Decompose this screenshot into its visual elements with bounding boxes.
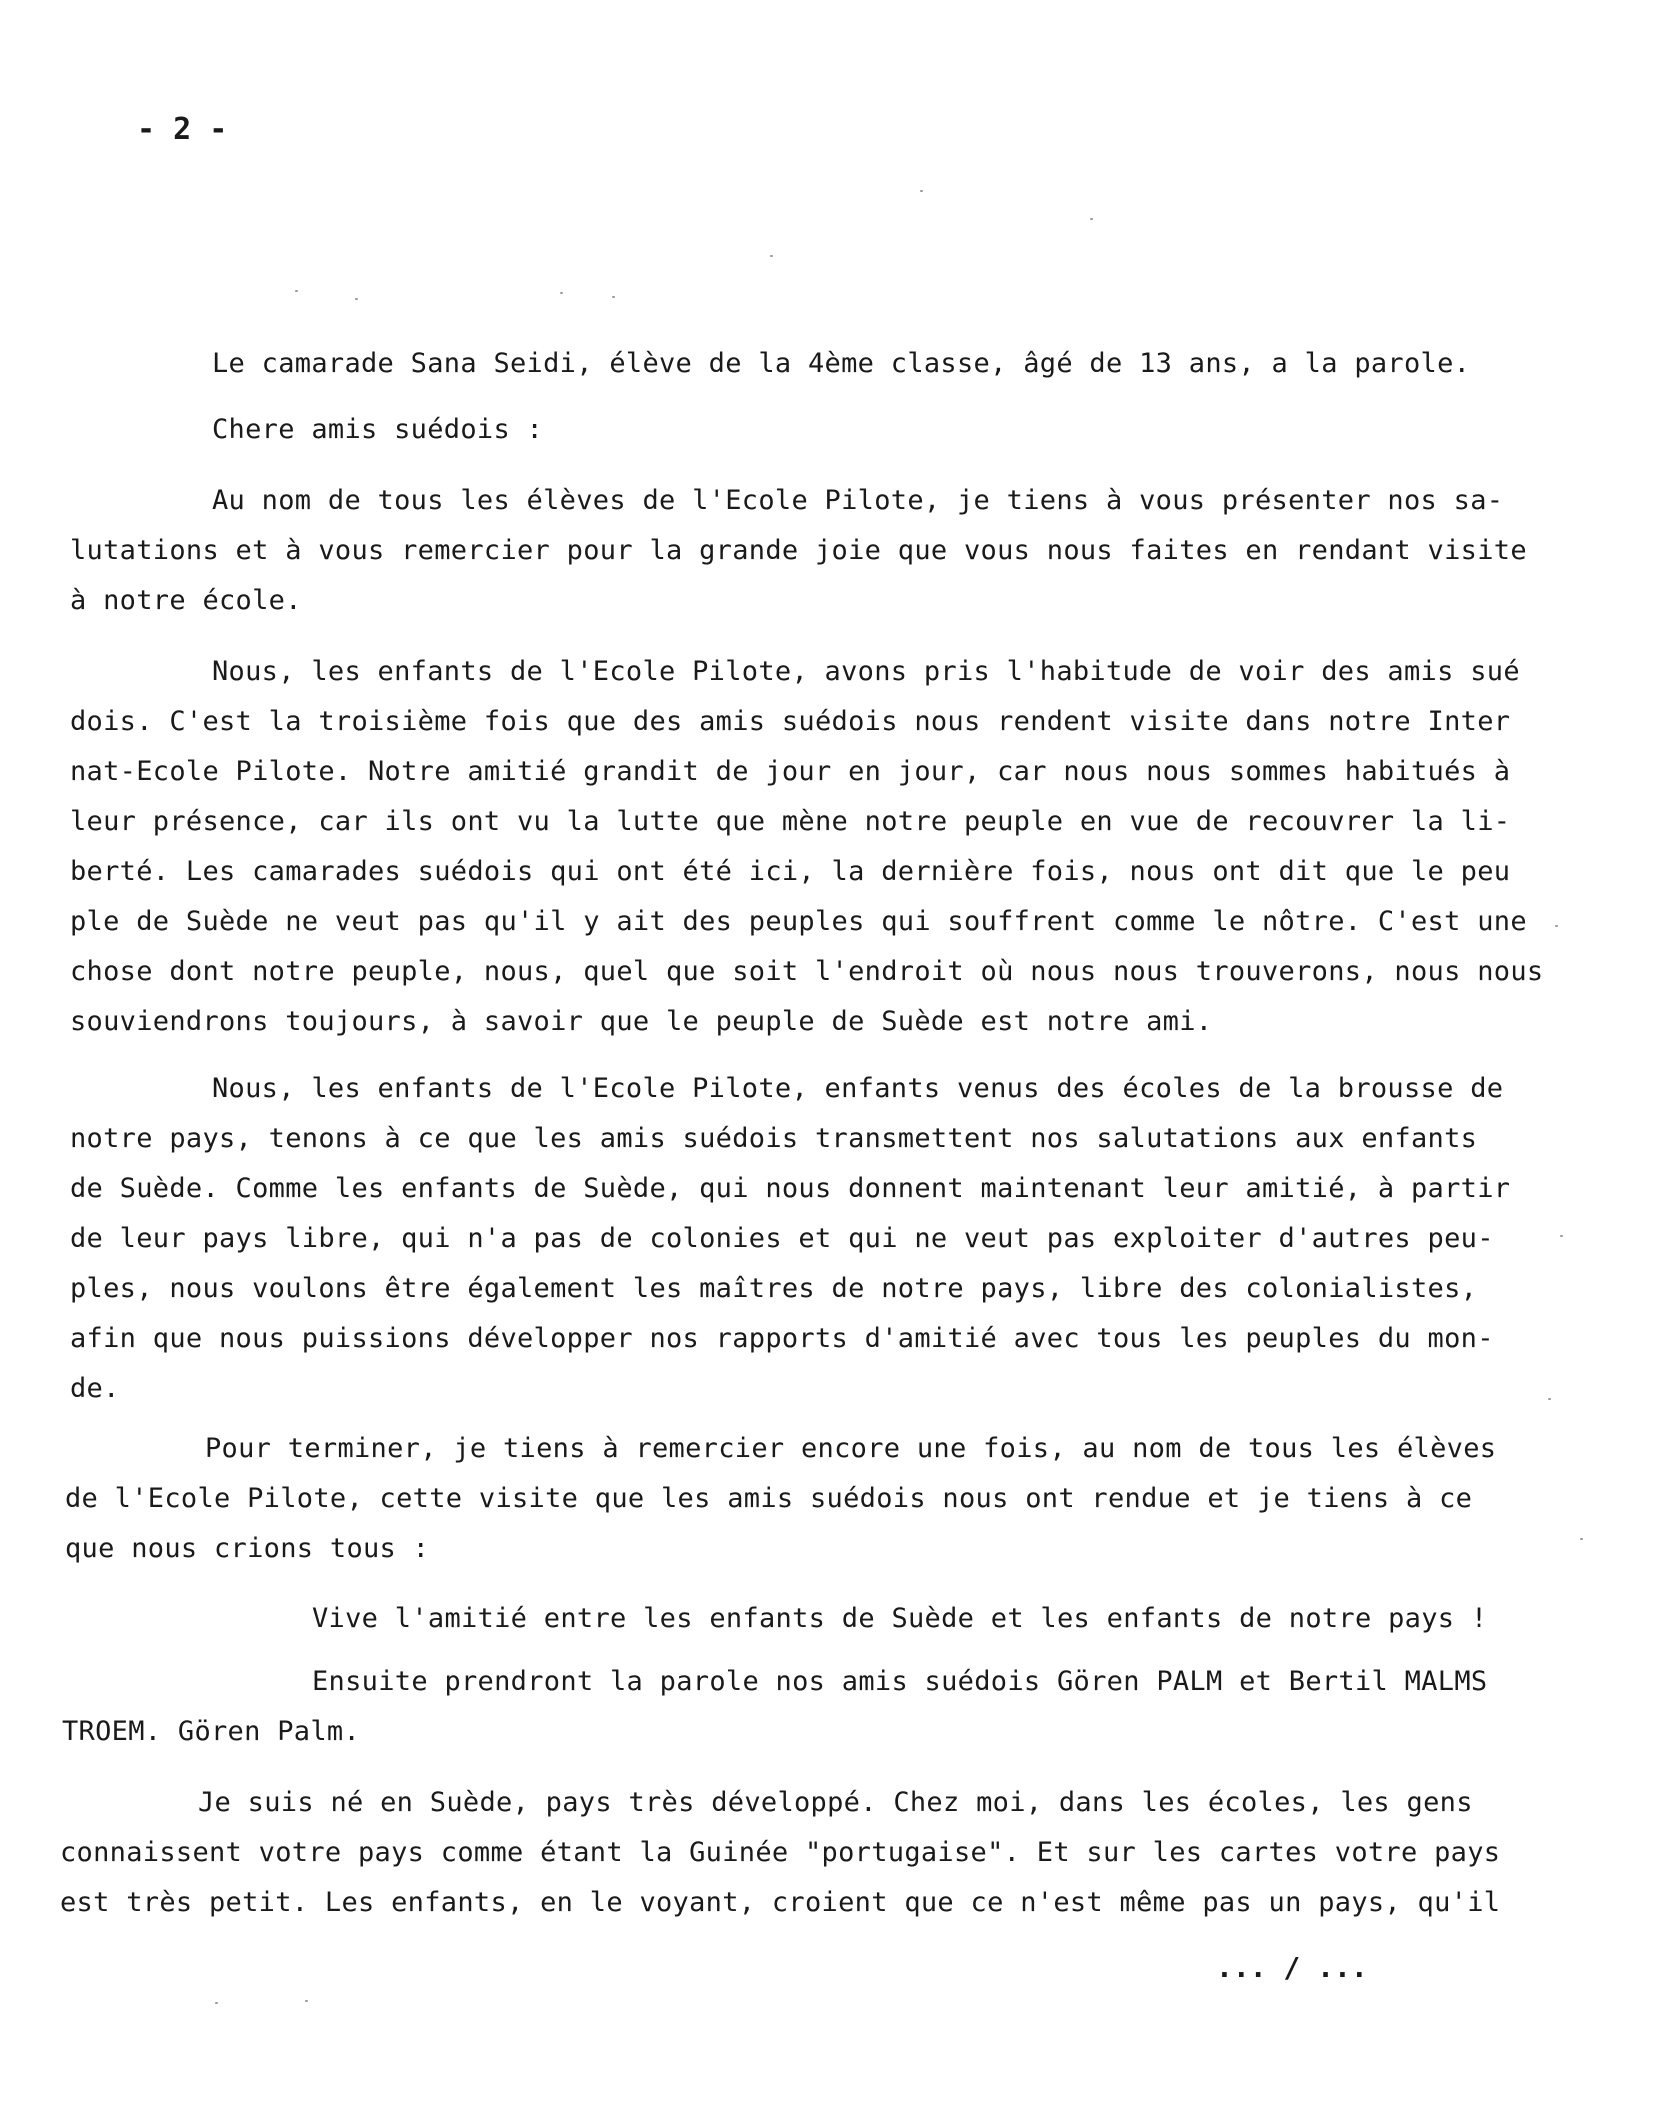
text-line: est très petit. Les enfants, en le voyant, croient que ce n'est même pas un pays, qu'il [60,1887,1501,1918]
text-line: Vive l'amitié entre les enfants de Suède et les enfants de notre pays ! [312,1603,1488,1634]
text-line: que nous crions tous : [65,1533,430,1564]
scan-speck [770,255,773,257]
scan-speck [920,190,923,192]
text-line: Au nom de tous les élèves de l'Ecole Pilote, je tiens à vous présenter nos sa- [212,485,1504,516]
scan-speck [612,296,615,298]
scan-speck [355,298,358,300]
text-line: afin que nous puissions développer nos rapports d'amitié avec tous les peuples du mon- [70,1323,1494,1354]
text-line: Pour terminer, je tiens à remercier encore une fois, au nom de tous les élèves [205,1433,1497,1464]
text-line: nat-Ecole Pilote. Notre amitié grandit de jour en jour, car nous nous sommes habitués à [70,756,1511,787]
text-line: berté. Les camarades suédois qui ont été ici, la dernière fois, nous ont dit que le peu [70,856,1511,887]
text-line: ples, nous voulons être également les maîtres de notre pays, libre des colonialistes, [70,1273,1478,1304]
text-line: leur présence, car ils ont vu la lutte que mène notre peuple en vue de recouvrer la li- [70,806,1511,837]
text-line: de leur pays libre, qui n'a pas de colonies et qui ne veut pas exploiter d'autres peu- [70,1223,1494,1254]
scan-speck [1555,925,1558,927]
text-line: notre pays, tenons à ce que les amis suédois transmettent nos salutations aux enfants [70,1123,1478,1154]
text-line: Le camarade Sana Seidi, élève de la 4ème classe, âgé de 13 ans, a la parole. [212,348,1471,379]
scan-speck [295,290,298,292]
scan-speck [1548,1398,1551,1400]
text-line: de l'Ecole Pilote, cette visite que les amis suédois nous ont rendue et je tiens à ce [65,1483,1473,1514]
text-line: Nous, les enfants de l'Ecole Pilote, enfants venus des écoles de la brousse de [212,1073,1504,1104]
text-line: souviendrons toujours, à savoir que le peuple de Suède est notre ami. [70,1006,1213,1037]
text-line: Nous, les enfants de l'Ecole Pilote, avons pris l'habitude de voir des amis sué [212,656,1520,687]
text-line: de Suède. Comme les enfants de Suède, qui nous donnent maintenant leur amitié, à partir [70,1173,1511,1204]
scan-speck [1090,218,1093,220]
page-number: - 2 - [137,112,228,147]
scan-speck [1560,1235,1563,1237]
text-line: dois. C'est la troisième fois que des amis suédois nous rendent visite dans notre Inter [70,706,1511,737]
text-line: TROEM. Gören Palm. [62,1716,360,1747]
text-line: Chere amis suédois : [212,414,544,445]
text-line: Ensuite prendront la parole nos amis suédois Gören PALM et Bertil MALMS [312,1666,1488,1697]
text-line: Je suis né en Suède, pays très développé. Chez moi, dans les écoles, les gens [198,1787,1473,1818]
text-line: lutations et à vous remercier pour la grande joie que vous nous faites en rendant visite [70,535,1527,566]
text-line: à notre école. [70,585,302,616]
text-line: chose dont notre peuple, nous, quel que soit l'endroit où nous nous trouverons, nous nous [70,956,1544,987]
text-line: connaissent votre pays comme étant la Guinée "portugaise". Et sur les cartes votre pays [60,1837,1501,1868]
scan-speck [215,2002,218,2004]
continuation-mark: ... / ... [1216,1951,1368,1984]
text-line: de. [70,1373,120,1404]
scan-speck [1580,1538,1583,1540]
scan-speck [560,292,563,294]
scan-speck [305,2000,308,2002]
text-line: ple de Suède ne veut pas qu'il y ait des peuples qui souffrent comme le nôtre. C'est une [70,906,1527,937]
